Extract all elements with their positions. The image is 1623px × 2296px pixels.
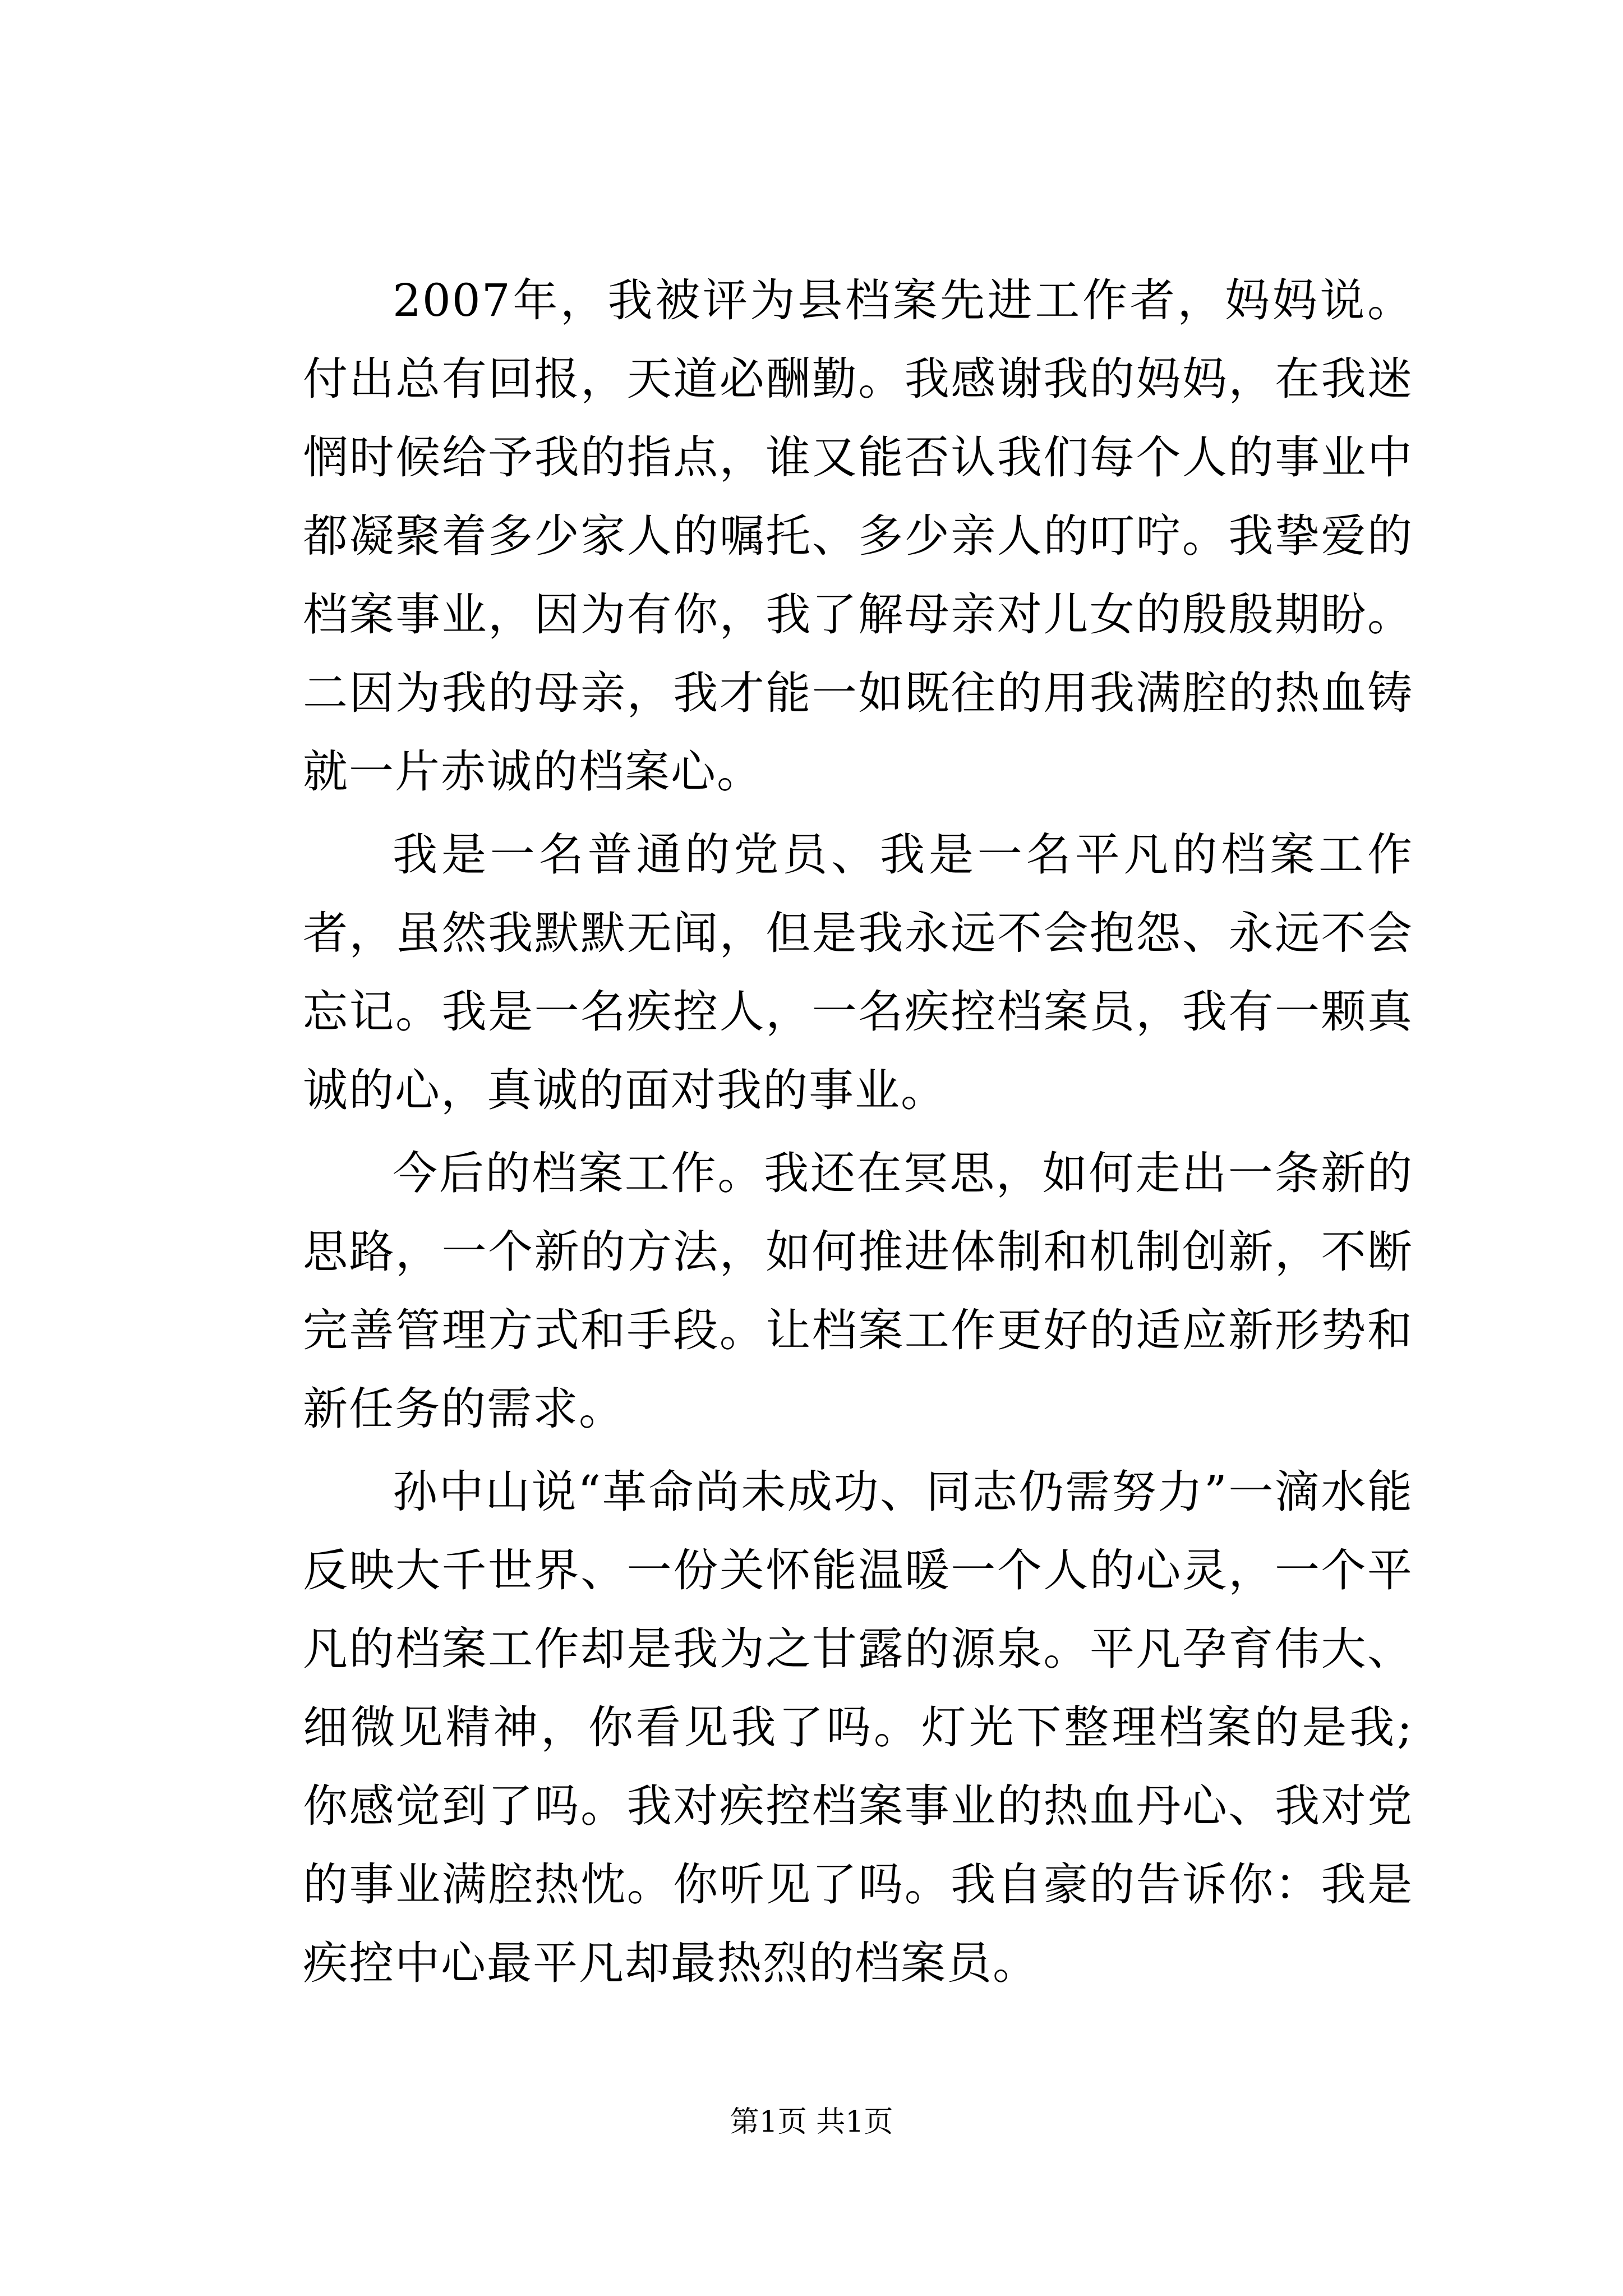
paragraph-4: 孙中山说“革命尚未成功、同志仍需努力”一滴水能反映大千世界、一份关怀能温暖一个人的心灵，一个平凡的档案工作却是我为之甘露的源泉。平凡孕育伟大、细微见精神，你看见我了吗。灯光下整理档案的是我;你感觉到了吗。我对疾控档案事业的热血丹心、我对党的事业满腔热忱。你听见了吗。我自豪的告诉你：我是疾控中心最平凡却最热烈的档案员。 <box>303 1466 1413 1989</box>
paragraph-1: 2007年，我被评为县档案先进工作者，妈妈说。付出总有回报，天道必酬勤。我感谢我的妈妈，在我迷惘时候给予我的指点，谁又能否认我们每个人的事业中都凝聚着多少家人的嘱托、多少亲人的叮咛。我挚爱的档案事业，因为有你，我了解母亲对儿女的殷殷期盼。二因为我的母亲，我才能一如既往的用我满腔的热血铸就一片赤诚的档案心。 <box>303 274 1413 798</box>
page-number-footer: 第1页 共1页 <box>730 2105 893 2139</box>
paragraph-2: 我是一名普通的党员、我是一名平凡的档案工作者，虽然我默默无闻，但是我永远不会抱怨、永远不会忘记。我是一名疾控人，一名疾控档案员，我有一颗真诚的心，真诚的面对我的事业。 <box>303 829 1413 1116</box>
paragraph-3: 今后的档案工作。我还在冥思，如何走出一条新的思路，一个新的方法，如何推进体制和机制创新，不断完善管理方式和手段。让档案工作更好的适应新形势和新任务的需求。 <box>303 1147 1413 1435</box>
document-body <box>303 261 1413 2007</box>
